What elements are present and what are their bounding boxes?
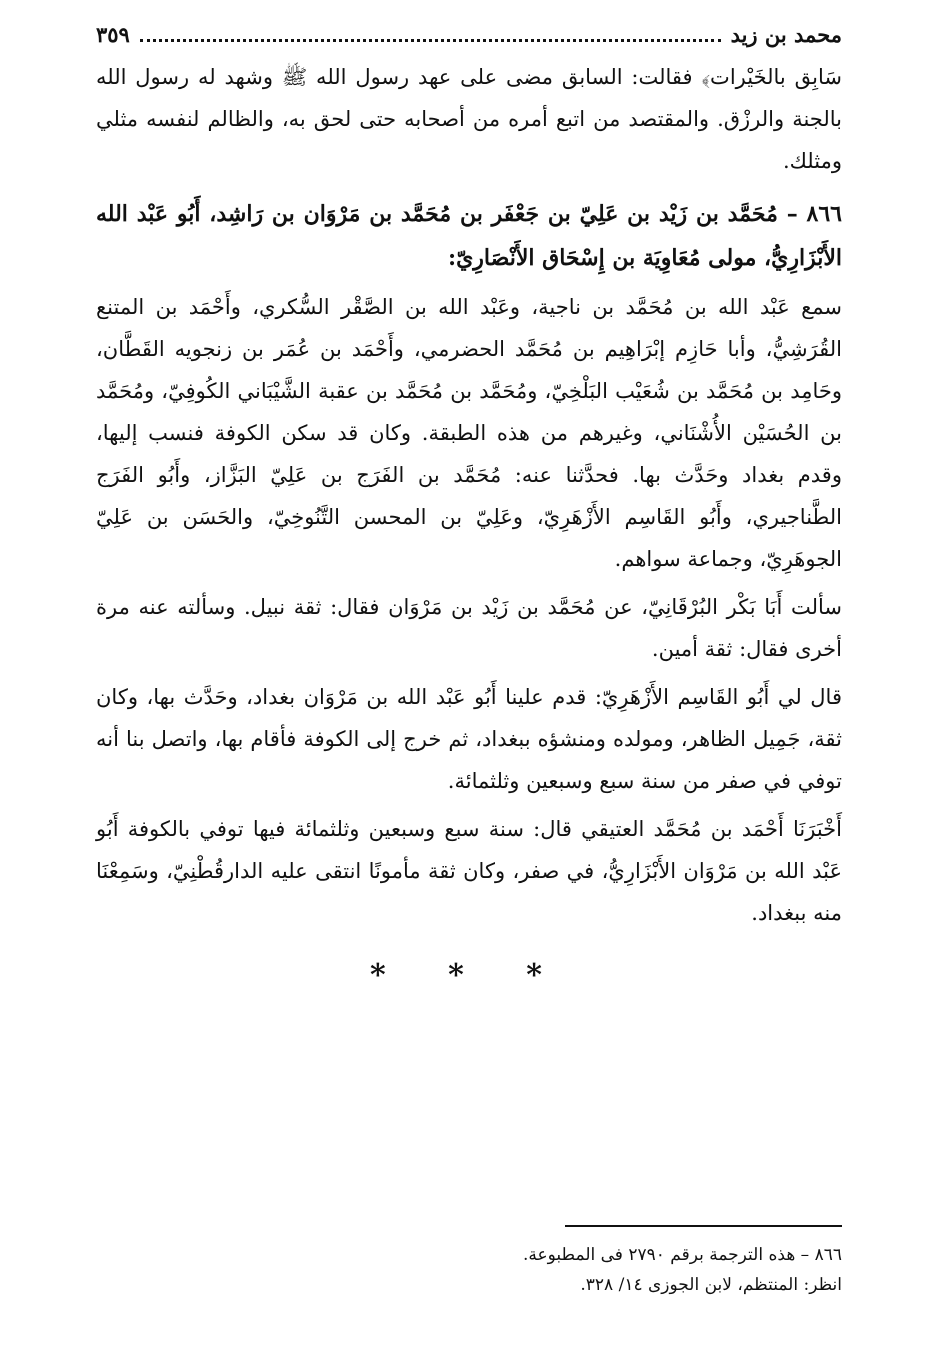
footnote-divider: [565, 1225, 842, 1227]
footnotes: [300, 1240, 842, 1300]
page-body: [96, 22, 842, 993]
body-paragraph: قال لي أَبُو القَاسِم الأَزْهَرِيّ: قدم علينا أَبُو عَبْد الله بن مَرْوَان بغداد، وحَدَّث بها، وكان ثقة، جَمِيل الظاهر، ومولده ومنشؤه ببغداد، ثم خرج إلى الكوفة فأقام بها، واتصل بنا أنه توفي في صفر من سنة سبع وسبعين وثلثمائة.: [96, 685, 842, 793]
section-separator: * * *: [370, 958, 568, 993]
footnote-line: انظر: المنتظم، لابن الجوزى ١٤/ ٣٢٨.: [580, 1275, 842, 1295]
running-head-title: محمد بن زيد: [730, 22, 842, 47]
body-paragraph: أَخْبَرَنَا أَحْمَد بن مُحَمَّد العتيقي قال: سنة سبع وسبعين وثلثمائة فيها توفي بالكوفة أَبُو عَبْد الله بن مَرْوَان الأَبْزَارِيُّ، في صفر، وكان ثقة مأمونًا انتقى عليه الدارقُطْنِيّ، وسَمِعْنَا منه ببغداد.: [96, 817, 842, 925]
running-head: [96, 22, 842, 56]
body-paragraph: سمع عَبْد الله بن مُحَمَّد بن ناجية، وعَبْد الله بن الصَّقْر السُّكري، وأَحْمَد بن المتنع القُرَشِيُّ، وأبا حَازِم إبْرَاهِيم بن مُحَمَّد الحضرمي، وأَحْمَد بن عُمَر بن زنجويه القَطَّان، وحَامِد بن مُحَمَّد بن شُعَيْب البَلْخِيّ، ومُحَمَّد بن مُحَمَّد بن عقبة الشَّيْبَاني الكُوفِيّ، ومُحَمَّد بن الحُسَيْن الأُشْنَاني، وغيرهم من هذه الطبقة. وكان قد سكن الكوفة فنسب إليها، وقدم بغداد وحَدَّث بها. فحدَّثنا عنه: مُحَمَّد بن الفَرَج بن عَلِيّ البَزَّاز، وأَبُو الفَرَج الطَّناجيري، وأَبُو القَاسِم الأَزْهَرِيّ، وعَلِيّ بن المحسن التَّنُوخِيّ، والحَسَن بن عَلِيّ الجوهَرِيّ، وجماعة سواهم.: [96, 295, 842, 571]
body-paragraph: سألت أَبَا بَكْر البُرْقَانِيّ، عن مُحَمَّد بن زَيْد بن مَرْوَان فقال: ثقة نبيل. وسألته عنه مرة أخرى فقال: ثقة أمين.: [96, 595, 842, 661]
page-number: ٣٥٩: [96, 22, 130, 47]
entry-heading: ٨٦٦ – مُحَمَّد بن زَيْد بن عَلِيّ بن جَعْفَر بن مُحَمَّد بن مَرْوَان بن رَاشِد، أَبُو عَبْد الله الأَبْزَارِيُّ، مولى مُعَاوِيَة بن إِسْحَاق الأَنْصَارِيّ:: [96, 201, 842, 271]
footnote-line: ٨٦٦ – هذه الترجمة برقم ٢٧٩٠ فى المطبوعة.: [522, 1245, 842, 1265]
continuation-paragraph: سَابِق بالخَيْرات﴾ فقالت: السابق مضى على عهد رسول الله ﷺ وشهد له رسول الله بالجنة والرزْق. والمقتصد من اتبع أمره من أصحابه حتى لحق به، والظالم لنفسه مثلي ومثلك.: [96, 65, 842, 173]
running-head-leader-dots: [140, 39, 721, 42]
